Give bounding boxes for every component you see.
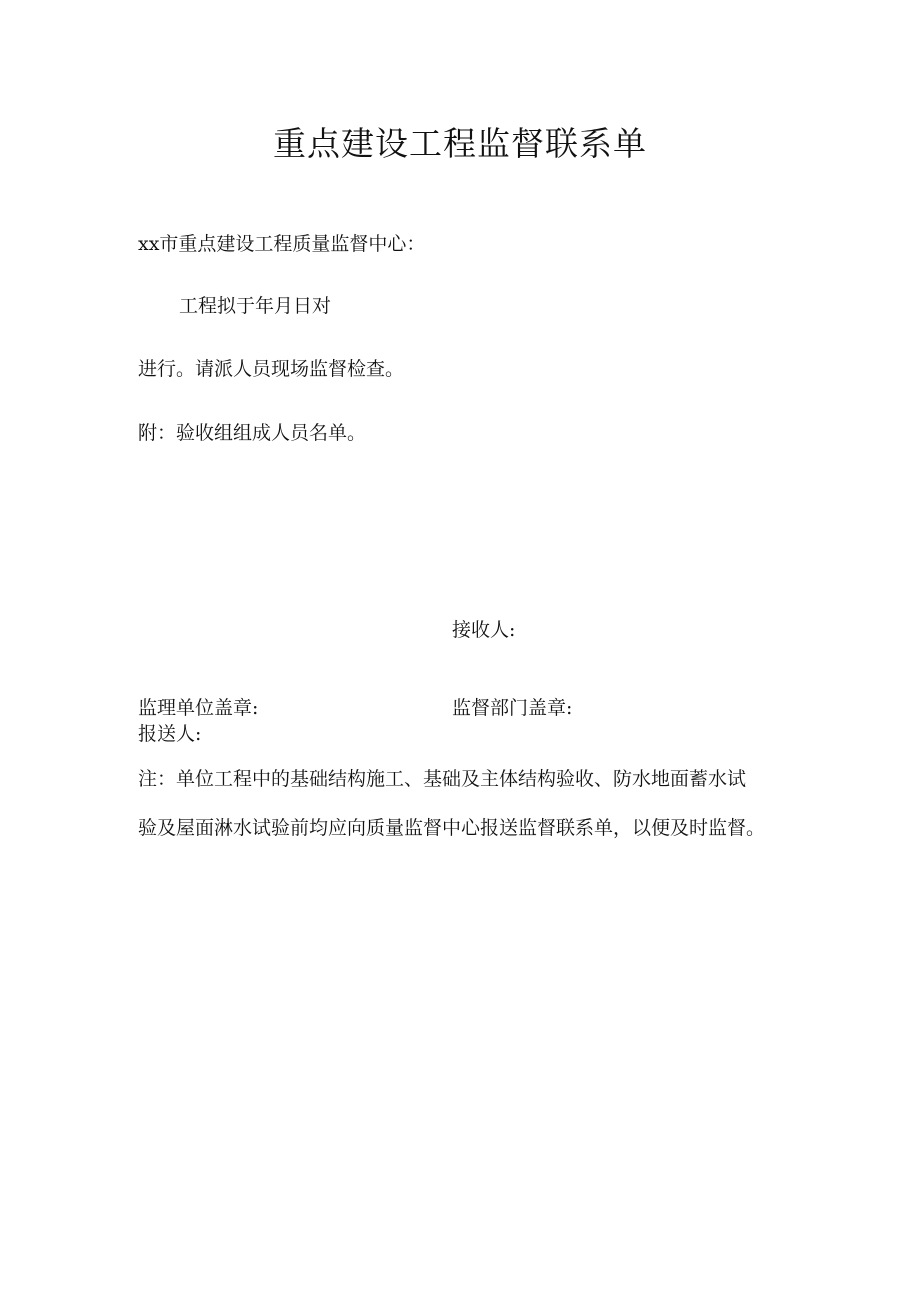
attachment-line: 附：验收组组成人员名单。 [138,422,367,444]
sender-label: 报送人: [138,723,202,745]
supervision-dept-seal-label: 监督部门盖章: [452,697,573,719]
supervision-unit-seal-label: 监理单位盖章: [138,697,259,719]
plan-line: 工程拟于年月日对 [179,295,332,317]
note-line-2: 验及屋面淋水试验前均应向质量监督中心报送监督联系单，以便及时监督。 [138,817,766,839]
request-line: 进行。请派人员现场监督检查。 [138,358,405,380]
document-title: 重点建设工程监督联系单 [273,124,647,163]
note-line-1: 注：单位工程中的基础结构施工、基础及主体结构验收、防水地面蓄水试 [138,768,747,790]
recipient-line: xx市重点建设工程质量监督中心： [138,233,426,255]
receiver-label: 接收人: [452,619,516,641]
